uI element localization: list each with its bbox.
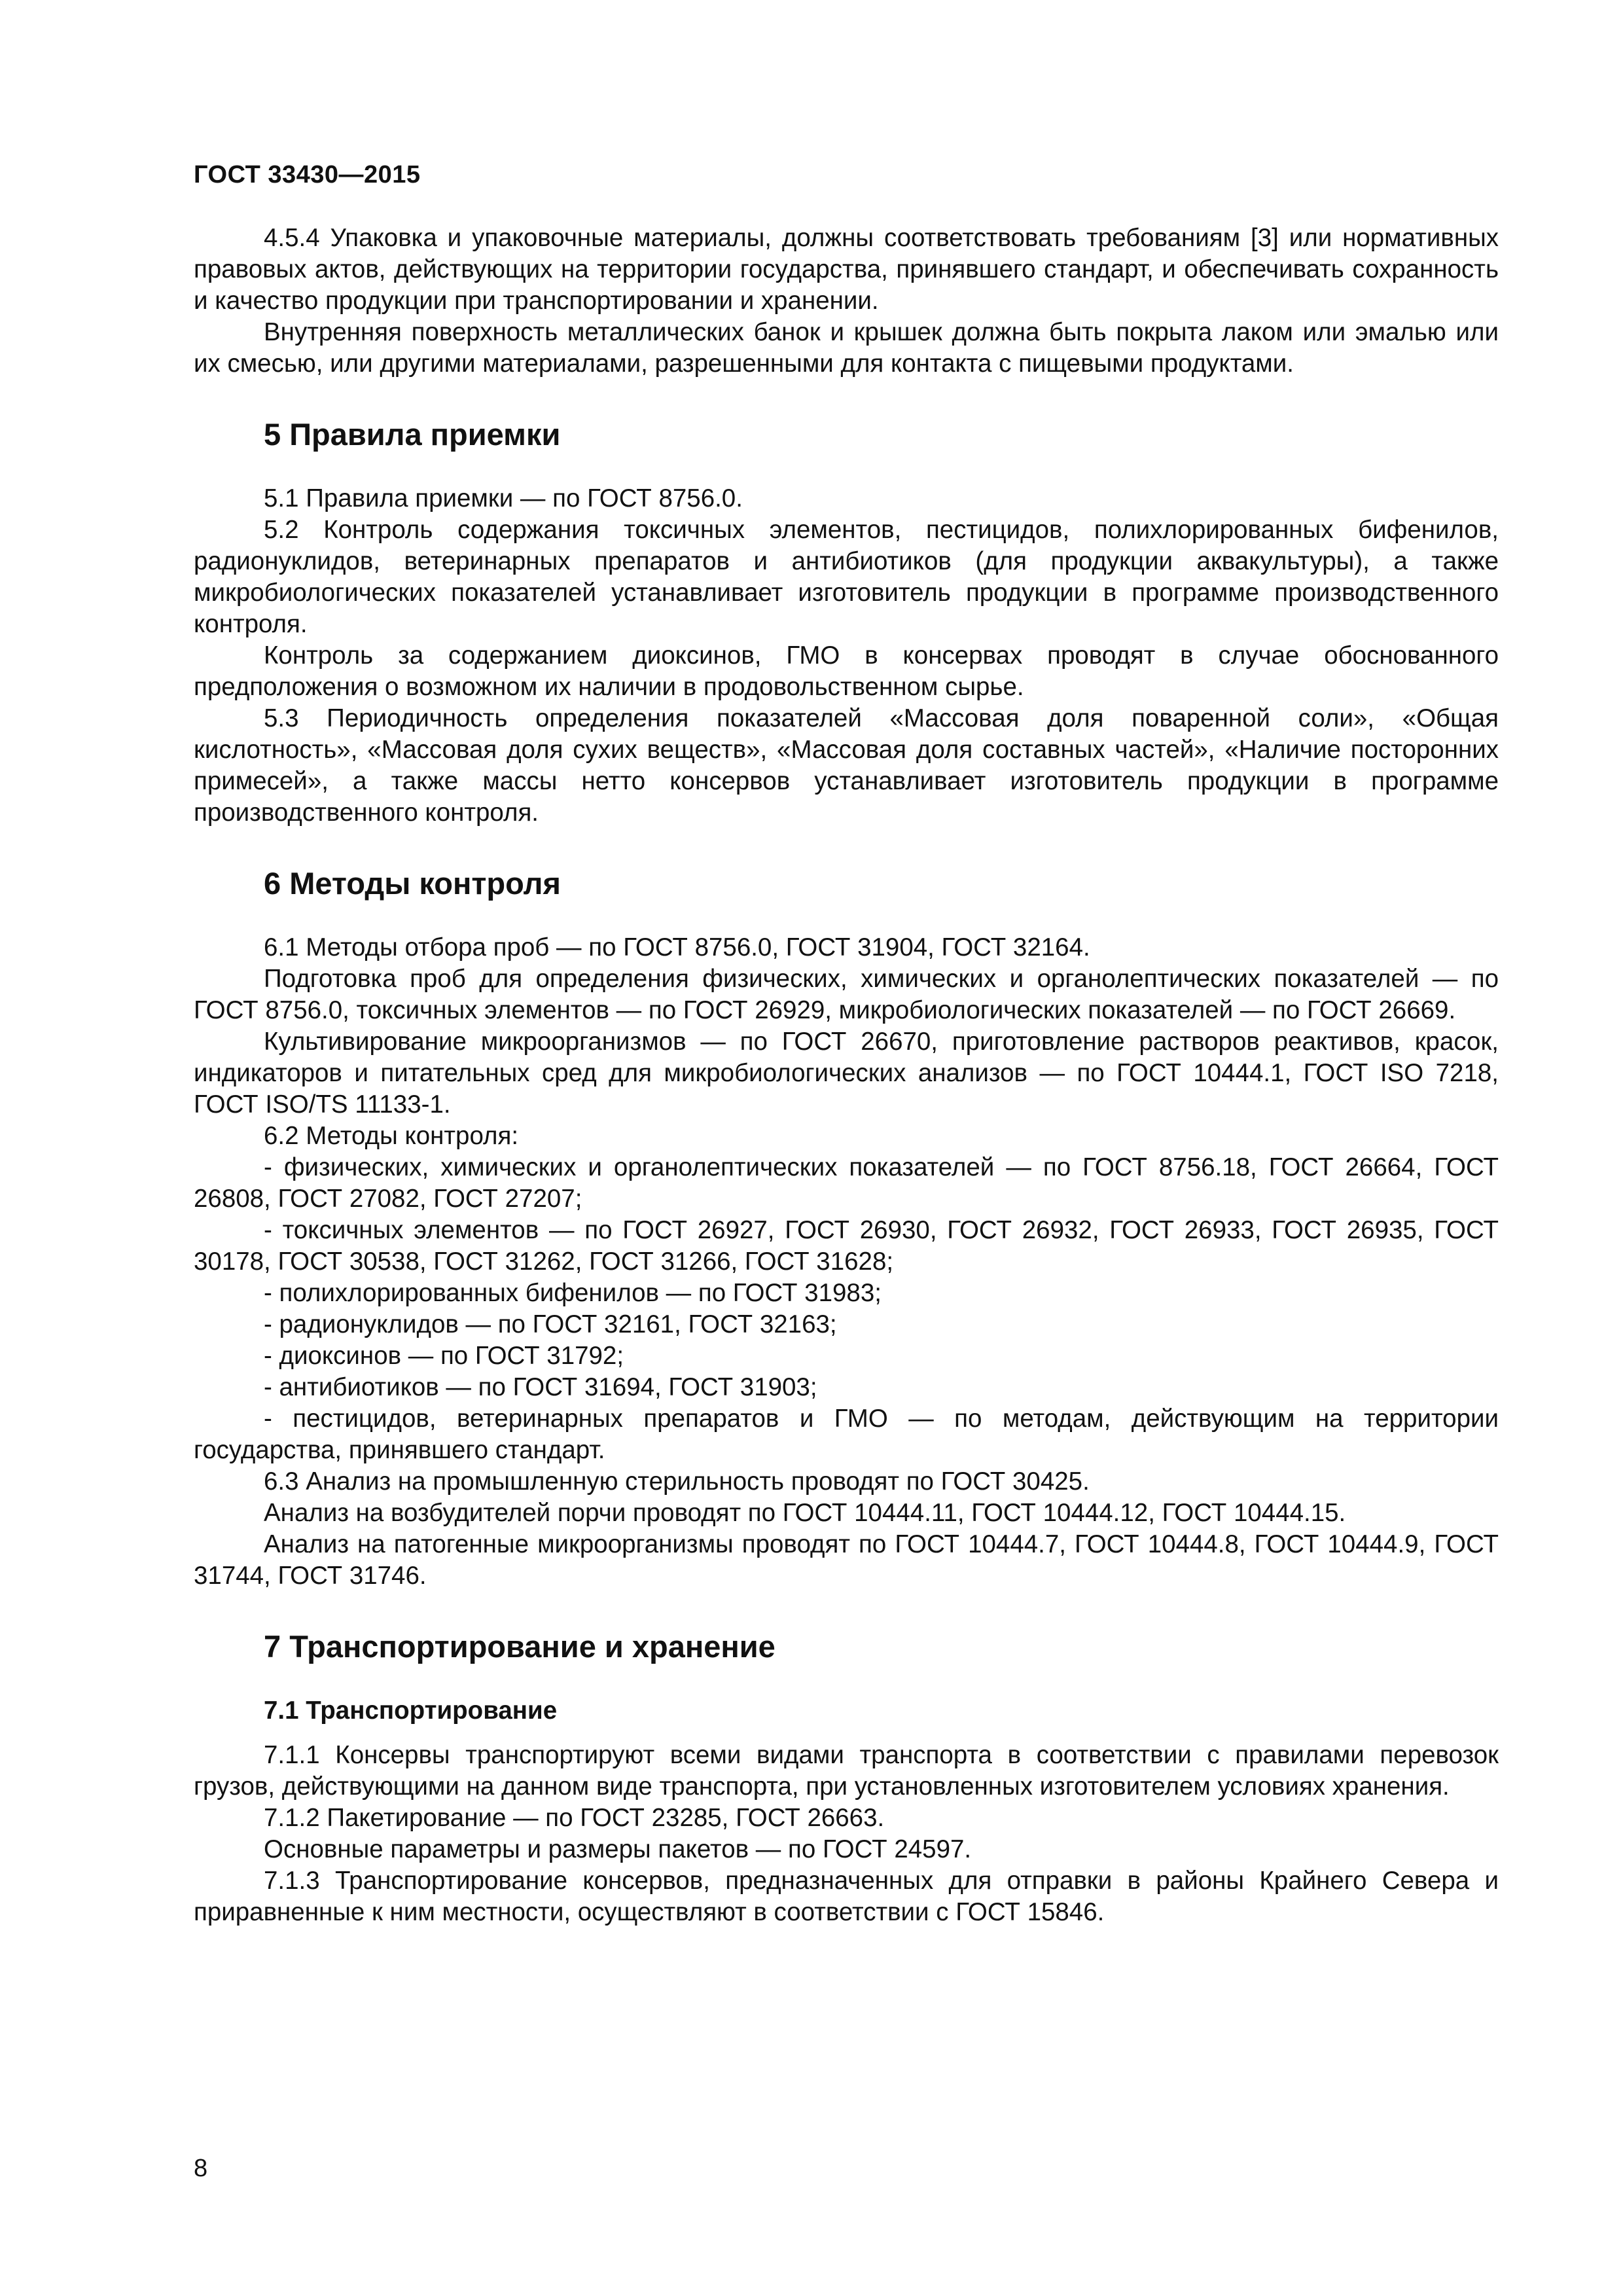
document-body	[194, 223, 1499, 1928]
paragraph-6-1-cultivation: Культивирование микроорганизмов — по ГОСТ 26670, приготовление растворов реактивов, красок, индикаторов и питательных сред для микробиологических анализов — по ГОСТ 10444.1, ГОСТ ISO 7218, ГОСТ ISO/TS 11133-1.	[194, 1028, 1499, 1119]
list-item-antibiotics: - антибиотиков — по ГОСТ 31694, ГОСТ 31903;	[264, 1373, 817, 1401]
paragraph-6-3-spoilage: Анализ на возбудителей порчи проводят по ГОСТ 10444.11, ГОСТ 10444.12, ГОСТ 10444.15.	[264, 1499, 1346, 1527]
paragraph-7-1-2-packages: Основные параметры и размеры пакетов — по ГОСТ 24597.	[264, 1835, 972, 1863]
list-item-radionuclides: - радионуклидов — по ГОСТ 32161, ГОСТ 32163;	[264, 1310, 837, 1338]
paragraph-5-3: 5.3 Периодичность определения показателей «Массовая доля поваренной соли», «Общая кислотность», «Массовая доля сухих веществ», «Массовая доля составных частей», «Наличие посторонних примесей», а также массы нетто консервов устанавливает изготовитель продукции в программе производственного контроля.	[194, 704, 1499, 827]
paragraph-6-3: 6.3 Анализ на промышленную стерильность проводят по ГОСТ 30425.	[264, 1467, 1090, 1496]
paragraph-5-1: 5.1 Правила приемки — по ГОСТ 8756.0.	[264, 484, 743, 512]
paragraph-4-5-4-inner-surface: Внутренняя поверхность металлических банок и крышек должна быть покрыта лаком или эмалью или их смесью, или другими материалами, разрешенными для контакта с пищевыми продуктами.	[194, 318, 1499, 378]
subsection-heading-7-1: 7.1 Транспортирование	[264, 1696, 558, 1725]
paragraph-6-1-sample-prep: Подготовка проб для определения физических, химических и органолептических показателей — по ГОСТ 8756.0, токсичных элементов — по ГОСТ 26929, микробиологических показателей — по ГОСТ 26669.	[194, 965, 1499, 1024]
page-number: 8	[194, 2155, 208, 2182]
section-heading-7: 7 Транспортирование и хранение	[264, 1629, 776, 1664]
list-item-pcb: - полихлорированных бифенилов — по ГОСТ 31983;	[264, 1279, 882, 1307]
paragraph-6-2: 6.2 Методы контроля:	[264, 1122, 519, 1150]
paragraph-7-1-1: 7.1.1 Консервы транспортируют всеми видами транспорта в соответствии с правилами перевозок грузов, действующими на данном виде транспорта, при установленных изготовителем условиях хранения.	[194, 1741, 1499, 1801]
paragraph-4-5-4: 4.5.4 Упаковка и упаковочные материалы, должны соответствовать требованиям [3] или нормативных правовых актов, действующих на территории государства, принявшего стандарт, и обеспечивать сохранность и качество продукции при транспортировании и хранении.	[194, 224, 1499, 315]
paragraph-5-2-dioxins: Контроль за содержанием диоксинов, ГМО в консервах проводят в случае обоснованного предположения о возможном их наличии в продовольственном сырье.	[194, 641, 1499, 701]
paragraph-5-2: 5.2 Контроль содержания токсичных элементов, пестицидов, полихлорированных бифенилов, радионуклидов, ветеринарных препаратов и антибиотиков (для продукции аквакультуры), а также микробиологических показателей устанавливает изготовитель продукции в программе производственного контроля.	[194, 516, 1499, 638]
list-item-dioxins: - диоксинов — по ГОСТ 31792;	[264, 1342, 624, 1370]
list-item-toxic-elements: - токсичных элементов — по ГОСТ 26927, ГОСТ 26930, ГОСТ 26932, ГОСТ 26933, ГОСТ 26935, ГОСТ 30178, ГОСТ 30538, ГОСТ 31262, ГОСТ 31266, ГОСТ 31628;	[194, 1216, 1499, 1276]
section-heading-6: 6 Методы контроля	[264, 866, 561, 901]
paragraph-6-1: 6.1 Методы отбора проб — по ГОСТ 8756.0, ГОСТ 31904, ГОСТ 32164.	[264, 933, 1090, 961]
paragraph-6-3-pathogens: Анализ на патогенные микроорганизмы проводят по ГОСТ 10444.7, ГОСТ 10444.8, ГОСТ 10444.9, ГОСТ 31744, ГОСТ 31746.	[194, 1530, 1499, 1590]
section-heading-5: 5 Правила приемки	[264, 417, 561, 452]
list-item-pesticides: - пестицидов, ветеринарных препаратов и ГМО — по методам, действующим на территории государства, принявшего стандарт.	[194, 1405, 1499, 1464]
document-number-header: ГОСТ 33430—2015	[194, 161, 421, 188]
paragraph-7-1-3: 7.1.3 Транспортирование консервов, предназначенных для отправки в районы Крайнего Севера и приравненные к ним местности, осуществляют в соответствии с ГОСТ 15846.	[194, 1867, 1499, 1926]
paragraph-7-1-2: 7.1.2 Пакетирование — по ГОСТ 23285, ГОСТ 26663.	[264, 1804, 885, 1832]
list-item-physical-chemical: - физических, химических и органолептических показателей — по ГОСТ 8756.18, ГОСТ 26664, ГОСТ 26808, ГОСТ 27082, ГОСТ 27207;	[194, 1153, 1499, 1213]
